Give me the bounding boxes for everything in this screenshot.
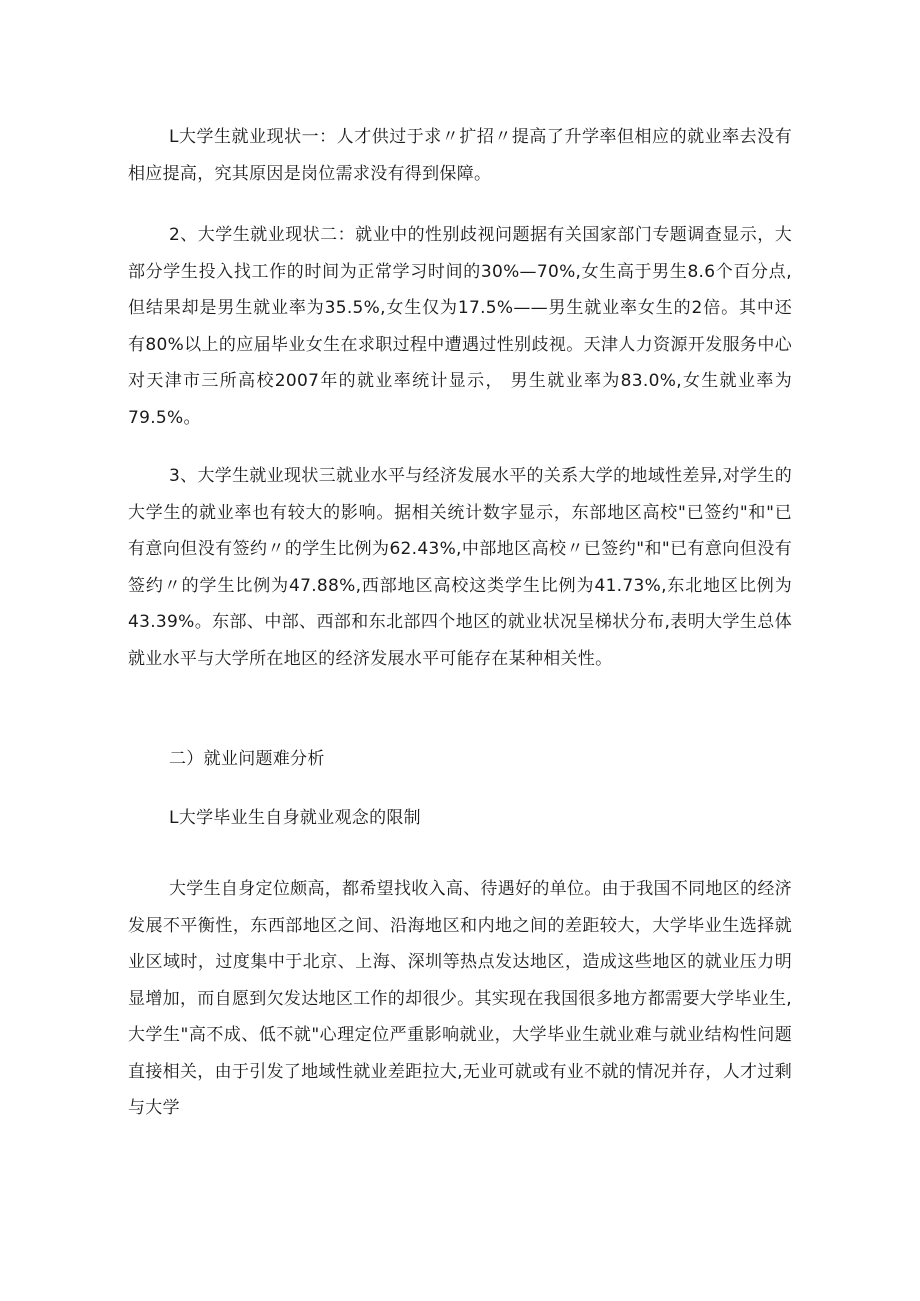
paragraph-employment-status-three: 3、大学生就业现状三就业水平与经济发展水平的关系大学的地域性差异,对学生的大学生的就业率也有较大的影响。据相关统计数字显示，东部地区高校"已签约"和"已有意向但没有签约〃的学生比例为62.43%,中部地区高校〃已签约"和"已有意向但没有签约〃的学生比例为47.88%,西部地区高校这类学生比例为41.73%,东北地区比例为43.39%。东部、中部、西部和东北部四个地区的就业状况呈梯状分布,表明大学生总体就业水平与大学所在地区的经济发展水平可能存在某种相关性。 xyxy=(128,466,792,669)
paragraph-employment-status-one: L大学生就业现状一：人才供过于求〃扩招〃提高了升学率但相应的就业率去没有相应提高，究其原因是岗位需求没有得到保障。 xyxy=(128,127,792,184)
paragraph-employment-status-two: 2、大学生就业现状二：就业中的性别歧视问题据有关国家部门专题调查显示，大部分学生投入找工作的时间为正常学习时间的30%—70%,女生高于男生8.6个百分点,但结果却是男生就业率为35.5%,女生仅为17.5%——男生就业率女生的2倍。其中还有80%以上的应届毕业女生在求职过程中遭遇过性别歧视。天津人力资源开发服务中心对天津市三所高校2007年的就业率统计显示， 男生就业率为83.0%,女生就业率为79.5%。 xyxy=(128,225,792,428)
paragraph-self-positioning: 大学生自身定位颇高，都希望找收入高、待遇好的单位。由于我国不同地区的经济发展不平衡性，东西部地区之间、沿海地区和内地之间的差距较大，大学毕业生选择就业区域时，过度集中于北京、上海、深圳等热点发达地区，造成这些地区的就业压力明显增加，而自愿到欠发达地区工作的却很少。其实现在我国很多地方都需要大学毕业生,大学生"高不成、低不就"心理定位严重影响就业，大学毕业生就业难与就业结构性问题直接相关，由于引发了地域性就业差距拉大,无业可就或有业不就的情况并存，人才过剩与大学 xyxy=(128,879,792,1118)
subheading-self-concept: L大学毕业生自身就业观念的限制 xyxy=(169,808,421,828)
section-heading-analysis: 二）就业问题难分析 xyxy=(169,749,325,769)
